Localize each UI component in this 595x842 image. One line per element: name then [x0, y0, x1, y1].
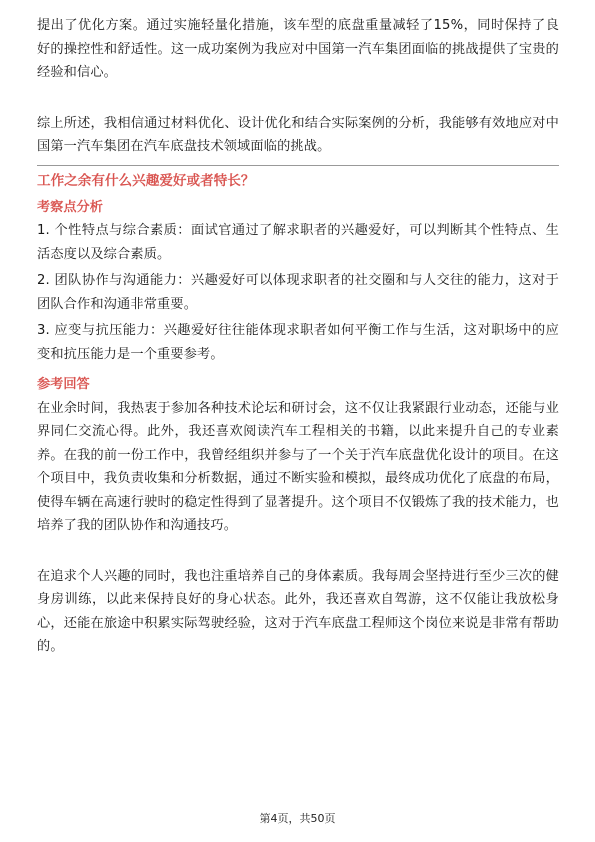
page-number: 第4页，共50页	[259, 812, 336, 825]
analysis-item-3: 3. 应变与抗压能力：兴趣爱好往往能体现求职者如何平衡工作与生活，这对职场中的应变和抗压能力是一个重要参考。	[37, 323, 559, 362]
answer-paragraph-1: 在业余时间，我热衷于参加各种技术论坛和研讨会，这不仅让我紧跟行业动态，还能与业界同仁交流心得。此外，我还喜欢阅读汽车工程相关的书籍，以此来提升自己的专业素养。在我的前一份工作中，我曾经组织并参与了一个关于汽车底盘优化设计的项目。在这个项目中，我负责收集和分析数据，通过不断实验和模拟，最终成功优化了底盘的布局，使得车辆在高速行驶时的稳定性得到了显著提升。这个项目不仅锻炼了我的技术能力，也培养了我的团队协作和沟通技巧。	[37, 400, 559, 533]
page-content	[37, 14, 559, 659]
answer-heading: 参考回答	[37, 377, 90, 392]
answer-paragraph-2: 在追求个人兴趣的同时，我也注重培养自己的身体素质。我每周会坚持进行至少三次的健身房训练，以此来保持良好的身心状态。此外，我还喜欢自驾游，这不仅能让我放松身心，还能在旅途中积累实际驾驶经验，这对于汽车底盘工程师这个岗位来说是非常有帮助的。	[37, 568, 559, 654]
intro-paragraph-2: 综上所述，我相信通过材料优化、设计优化和结合实际案例的分析，我能够有效地应对中国第一汽车集团在汽车底盘技术领域面临的挑战。	[37, 115, 559, 154]
analysis-heading: 考察点分析	[37, 199, 103, 215]
section-divider	[37, 165, 559, 166]
analysis-item-2: 2. 团队协作与沟通能力：兴趣爱好可以体现求职者的社交圈和与人交往的能力，这对于团队合作和沟通非常重要。	[37, 273, 559, 312]
question-title: 工作之余有什么兴趣爱好或者特长？	[37, 172, 255, 189]
intro-paragraph-1: 提出了优化方案。通过实施轻量化措施，该车型的底盘重量减轻了15%，同时保持了良好的操控性和舒适性。这一成功案例为我应对中国第一汽车集团面临的挑战提供了宝贵的经验和信心。	[37, 18, 559, 80]
analysis-item-1: 1. 个性特点与综合素质：面试官通过了解求职者的兴趣爱好，可以判断其个性特点、生活态度以及综合素质。	[37, 223, 559, 262]
